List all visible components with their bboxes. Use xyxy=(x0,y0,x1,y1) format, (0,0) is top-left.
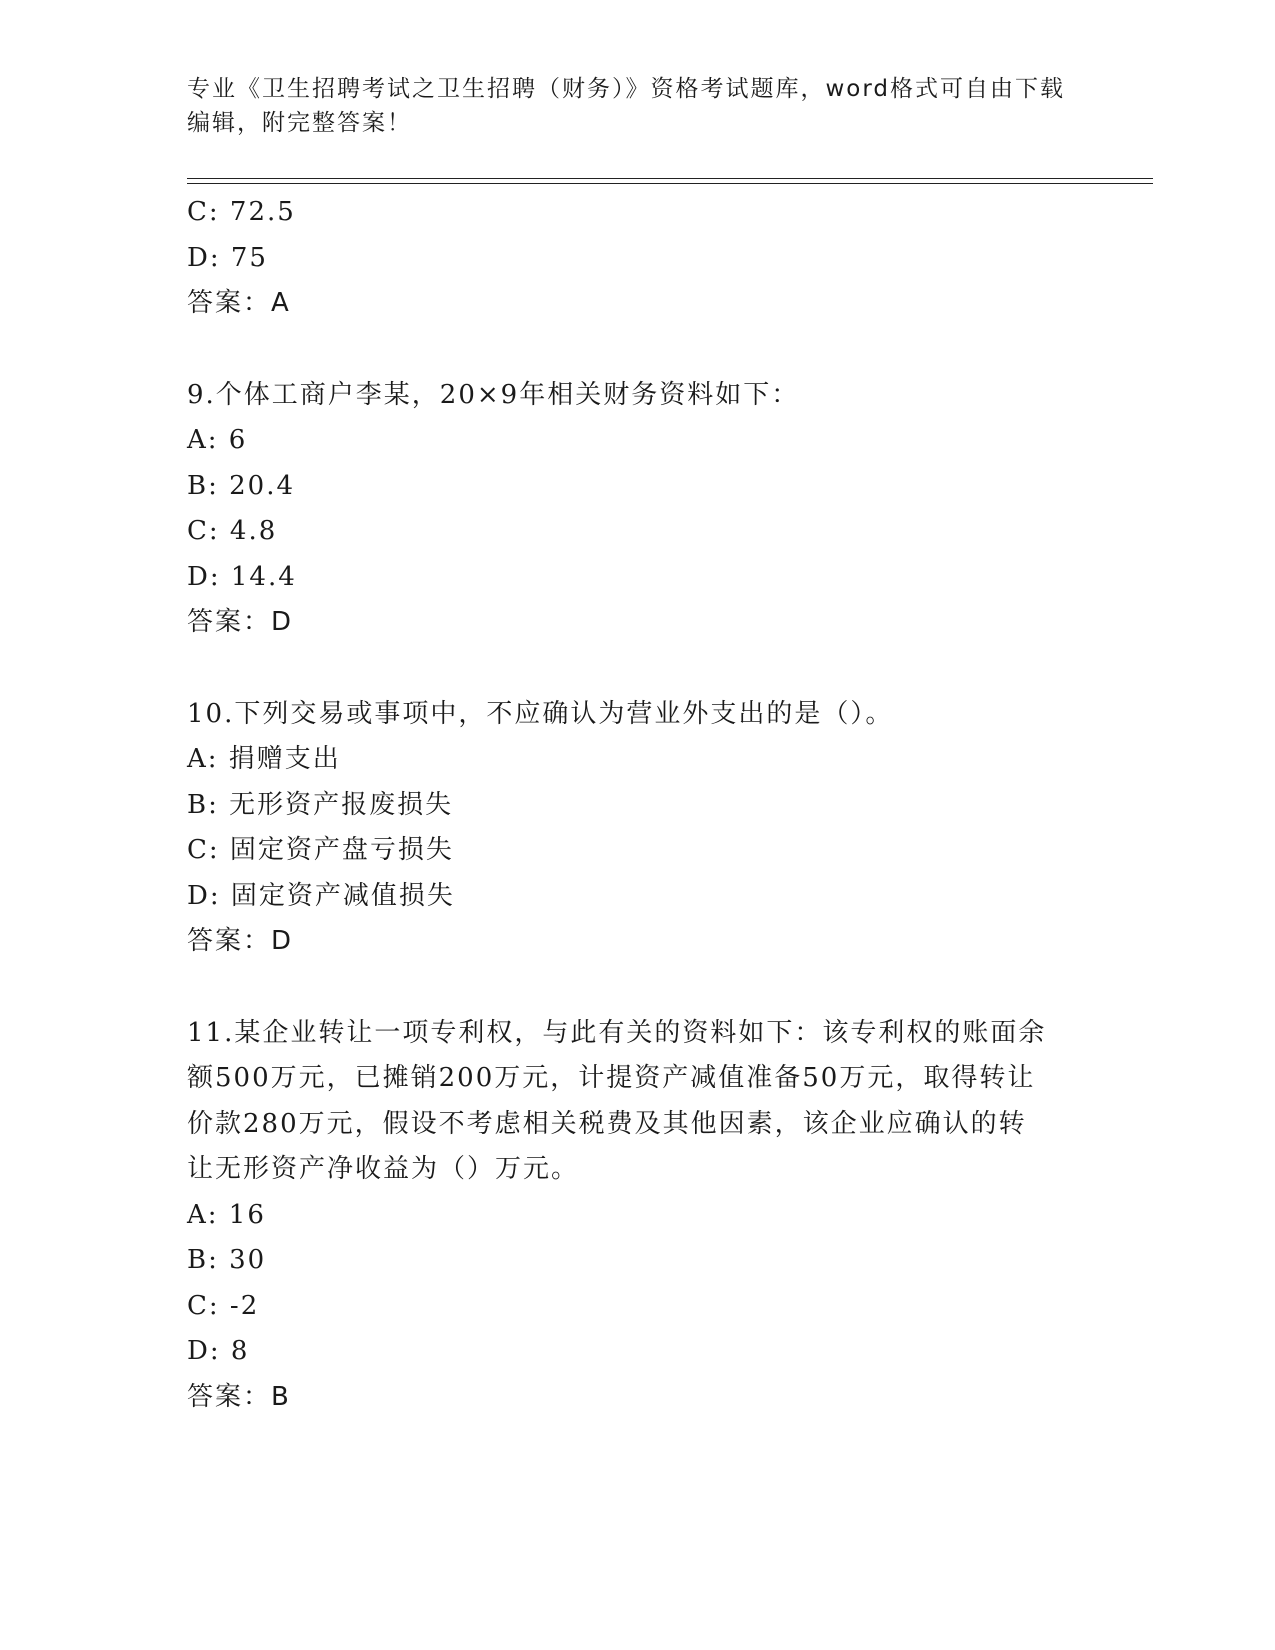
spacer xyxy=(187,646,1087,692)
header-divider-bottom xyxy=(187,183,1153,184)
q11-question-line-4: 让无形资产净收益为（）万元。 xyxy=(187,1154,580,1184)
q11-option-c: C: -2 xyxy=(187,1290,260,1321)
q11-question-line-3: 价款280万元，假设不考虑相关税费及其他因素，该企业应确认的转 xyxy=(187,1108,1027,1139)
q11-question-line-1: 11.某企业转让一项专利权，与此有关的资料如下：该专利权的账面余 xyxy=(187,1017,1047,1048)
spacer xyxy=(187,327,1087,373)
question-10-block xyxy=(187,692,1087,965)
q9-option-a: A: 6 xyxy=(187,425,248,455)
q11-option-a: A: 16 xyxy=(187,1199,266,1230)
q8-option-d: D: 75 xyxy=(187,242,268,273)
q10-answer: 答案：D xyxy=(187,926,294,956)
q11-option-d: D: 8 xyxy=(187,1336,250,1366)
question-8-block xyxy=(187,190,1087,327)
document-header xyxy=(187,72,1087,140)
q10-option-c: C: 固定资产盘亏损失 xyxy=(187,835,454,865)
q9-option-b: B: 20.4 xyxy=(187,470,296,501)
q11-question-line-2: 额500万元，已摊销200万元，计提资产减值准备50万元，取得转让 xyxy=(187,1063,1036,1093)
q9-option-c: C: 4.8 xyxy=(187,516,278,546)
q9-answer: 答案：D xyxy=(187,607,294,637)
header-divider-top xyxy=(187,178,1153,179)
q9-option-d: D: 14.4 xyxy=(187,561,297,592)
q8-answer: 答案：A xyxy=(187,288,291,318)
header-line-2: 编辑，附完整答案！ xyxy=(187,110,412,136)
document-body xyxy=(187,190,1087,1420)
spacer xyxy=(187,965,1087,1011)
q11-answer: 答案：B xyxy=(187,1381,291,1412)
q10-option-d: D: 固定资产减值损失 xyxy=(187,880,455,911)
question-9-block xyxy=(187,373,1087,646)
q10-option-b: B: 无形资产报废损失 xyxy=(187,789,454,820)
q11-option-b: B: 30 xyxy=(187,1245,267,1275)
q8-option-c: C: 72.5 xyxy=(187,197,296,227)
question-11-block xyxy=(187,1011,1087,1421)
q10-question: 10.下列交易或事项中，不应确认为营业外支出的是（）。 xyxy=(187,698,894,729)
header-line-1: 专业《卫生招聘考试之卫生招聘（财务）》资格考试题库，word格式可自由下载 xyxy=(187,76,1066,102)
q10-option-a: A: 捐赠支出 xyxy=(187,744,341,774)
q9-question: 9.个体工商户李某，20×9年相关财务资料如下： xyxy=(187,379,800,410)
